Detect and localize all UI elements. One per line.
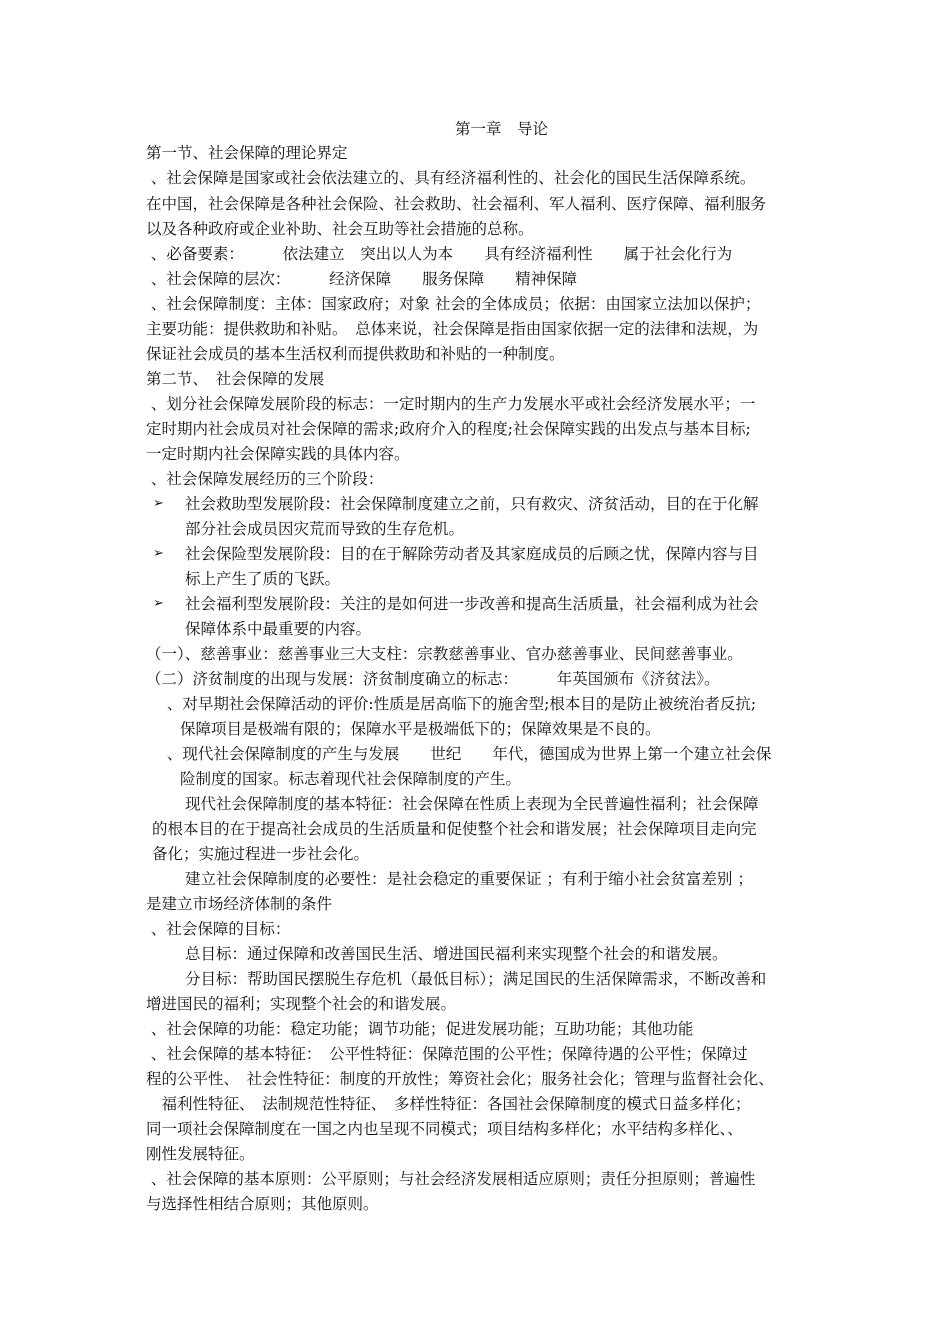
text-line: （一）、慈善事业：慈善事业三大支柱：宗教慈善事业、官办慈善事业、民间慈善事业。 <box>146 645 743 663</box>
text-line: 刚性发展特征。 <box>146 1145 255 1163</box>
text-line: 保障项目是极端有限的；保障水平是极端低下的；保障效果是不良的。 <box>180 720 661 738</box>
bullet-item-line: 社会福利型发展阶段：关注的是如何进一步改善和提高生活质量，社会福利成为社会 <box>185 595 759 613</box>
text-line: 、社会保障的基本特征： 公平性特征：保障范围的公平性；保障待遇的公平性；保障过 <box>146 1045 748 1063</box>
text-line: 、社会保障的功能：稳定功能；调节功能；促进发展功能；互助功能；其他功能 <box>146 1020 694 1038</box>
chapter-title: 第一章 导论 <box>455 120 549 138</box>
text-line: 主要功能：提供救助和补贴。 总体来说，社会保障是指由国家依据一定的法律和法规，为 <box>146 320 759 338</box>
bullet-item-line: 社会救助型发展阶段：社会保障制度建立之前，只有救灾、济贫活动，目的在于化解 <box>185 495 759 513</box>
bullet-arrow-icon: ➢ <box>153 496 164 511</box>
text-line: 备化；实施过程进一步社会化。 <box>152 845 370 863</box>
section-heading: 第一节、社会保障的理论界定 <box>146 144 348 162</box>
text-line: 同一项社会保障制度在一国之内也呈现不同模式；项目结构多样化；水平结构多样化、、 <box>146 1120 743 1138</box>
text-line: 、必备要素： 依法建立 突出以人为本 具有经济福利性 属于社会化行为 <box>146 245 733 263</box>
text-line: 、对早期社会保障活动的评价:性质是居高临下的施舍型;根本目的是防止被统治者反抗; <box>162 695 757 713</box>
bullet-item-line: 部分社会成员因灾荒而导致的生存危机。 <box>185 520 465 538</box>
text-line: 一定时期内社会保障实践的具体内容。 <box>146 445 410 463</box>
text-line: 、社会保障的层次： 经济保障 服务保障 精神保障 <box>146 270 578 288</box>
text-line: 现代社会保障制度的基本特征：社会保障在性质上表现为全民普遍性福利；社会保障 <box>185 795 759 813</box>
text-line: 、划分社会保障发展阶段的标志：一定时期内的生产力发展水平或社会经济发展水平；一 <box>146 395 756 413</box>
text-line: 、社会保障发展经历的三个阶段： <box>146 470 384 488</box>
text-line: 福利性特征、 法制规范性特征、 多样性特征：各国社会保障制度的模式日益多样化； <box>146 1095 751 1113</box>
text-line: 以及各种政府或企业补助、社会互助等社会措施的总称。 <box>146 220 534 238</box>
text-line: 险制度的国家。标志着现代社会保障制度的产生。 <box>180 770 522 788</box>
text-line: 在中国，社会保障是各种社会保险、社会救助、社会福利、军人福利、医疗保障、福利服务 <box>146 195 767 213</box>
bullet-arrow-icon: ➢ <box>153 596 164 611</box>
text-line: 总目标：通过保障和改善国民生活、增进国民福利来实现整个社会的和谐发展。 <box>185 945 728 963</box>
text-line: 是建立市场经济体制的条件 <box>146 895 333 913</box>
text-line: 定时期内社会成员对社会保障的需求;政府介入的程度;社会保障实践的出发点与基本目标; <box>146 420 751 438</box>
bullet-arrow-icon: ➢ <box>153 546 164 561</box>
bullet-item-line: 标上产生了质的飞跃。 <box>185 570 341 588</box>
text-line: 建立社会保障制度的必要性：是社会稳定的重要保证 ；有利于缩小社会贫富差别 ； <box>185 870 753 888</box>
text-line: 、社会保障的目标： <box>146 920 291 938</box>
text-line: 增进国民的福利；实现整个社会的和谐发展。 <box>146 995 457 1013</box>
text-line: （二）济贫制度的出现与发展：济贫制度确立的标志： 年英国颁布《济贫法》。 <box>146 670 720 688</box>
text-line: 、社会保障制度：主体：国家政府；对象 社会的全体成员；依据：由国家立法加以保护； <box>146 295 761 313</box>
text-line: 的根本目的在于提高社会成员的生活质量和促使整个社会和谐发展；社会保障项目走向完 <box>152 820 757 838</box>
bullet-item-line: 保障体系中最重要的内容。 <box>185 620 372 638</box>
bullet-item-line: 社会保险型发展阶段：目的在于解除劳动者及其家庭成员的后顾之忧，保障内容与目 <box>185 545 759 563</box>
text-line: 与选择性相结合原则；其他原则。 <box>146 1195 379 1213</box>
text-line: 分目标：帮助国民摆脱生存危机（最低目标）；满足国民的生活保障需求，不断改善和 <box>185 970 767 988</box>
text-line: 、现代社会保障制度的产生与发展 世纪 年代，德国成为世界上第一个建立社会保 <box>162 745 772 763</box>
text-line: 保证社会成员的基本生活权利而提供救助和补贴的一种制度。 <box>146 345 565 363</box>
text-line: 、社会保障是国家或社会依法建立的、具有经济福利性的、社会化的国民生活保障系统。 <box>146 169 756 187</box>
text-line: 程的公平性、 社会性特征：制度的开放性；筹资社会化；服务社会化；管理与监督社会化、 <box>146 1070 774 1088</box>
section-heading: 第二节、 社会保障的发展 <box>146 370 325 388</box>
text-line: 、社会保障的基本原则：公平原则；与社会经济发展相适应原则；责任分担原则；普遍性 <box>146 1170 756 1188</box>
